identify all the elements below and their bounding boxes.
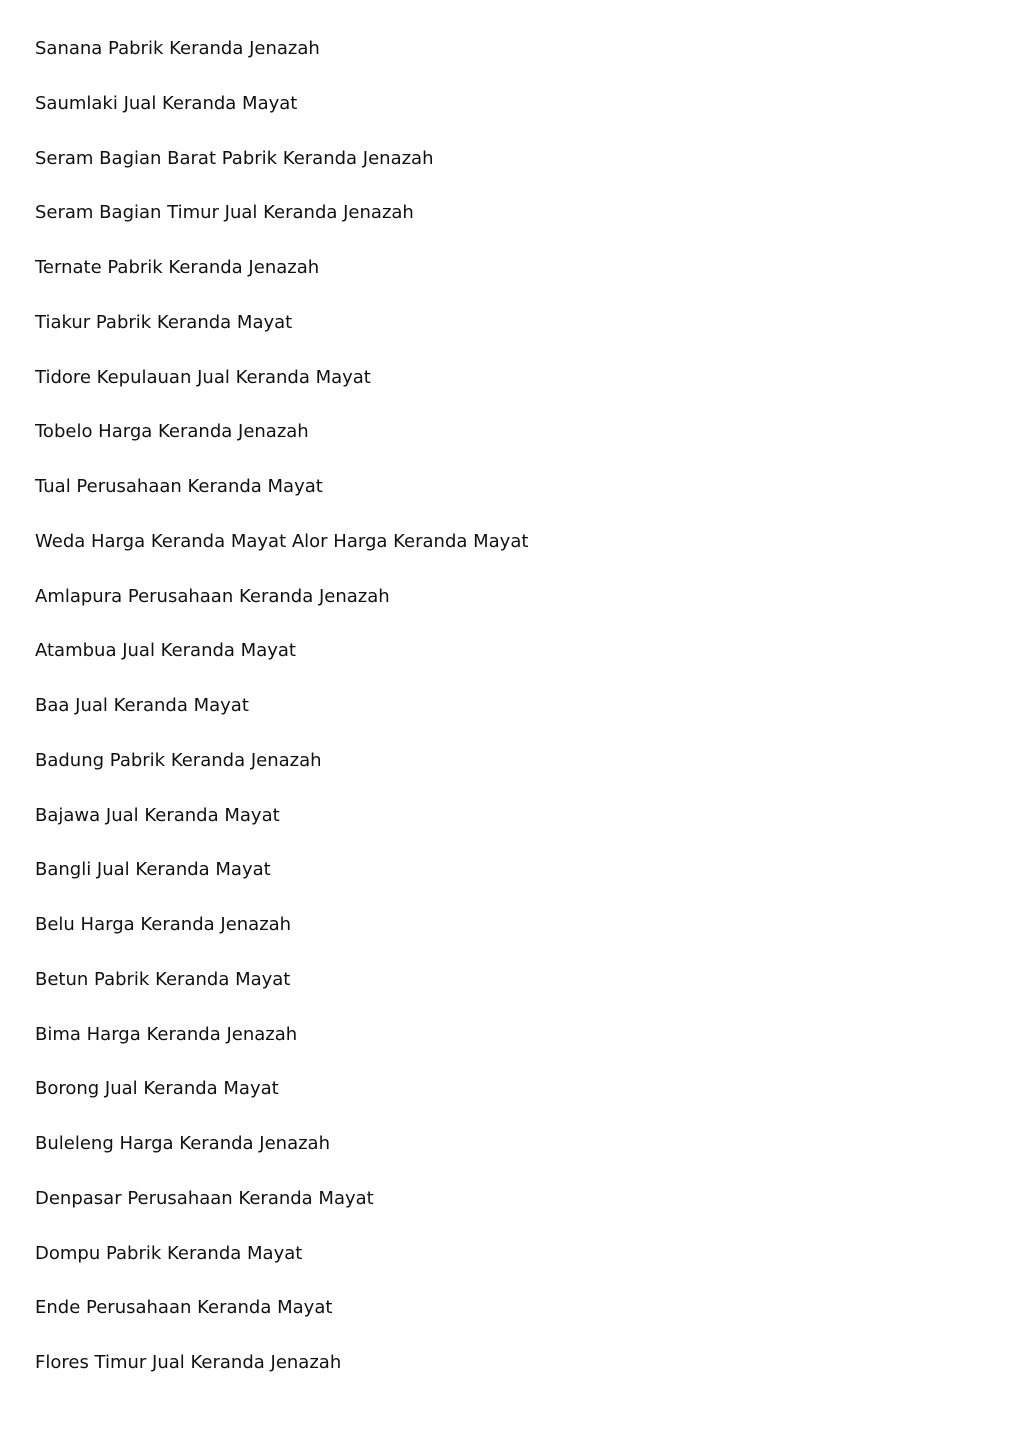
text-line: Seram Bagian Timur Jual Keranda Jenazah <box>35 202 414 224</box>
text-line: Belu Harga Keranda Jenazah <box>35 914 292 935</box>
text-line: Atambua Jual Keranda Mayat <box>35 640 296 662</box>
text-line: Sanana Pabrik Keranda Jenazah <box>35 38 320 59</box>
text-line: Tual Perusahaan Keranda Mayat <box>35 476 323 497</box>
text-line: Saumlaki Jual Keranda Mayat <box>35 92 298 114</box>
text-line: Badung Pabrik Keranda Jenazah <box>35 749 322 771</box>
text-line: Amlapura Perusahaan Keranda Jenazah <box>35 585 390 607</box>
text-line: Betun Pabrik Keranda Mayat <box>35 968 291 990</box>
text-line: Bima Harga Keranda Jenazah <box>35 1023 298 1045</box>
text-line: Denpasar Perusahaan Keranda Mayat <box>35 1187 374 1209</box>
text-line: Borong Jual Keranda Mayat <box>35 1078 279 1100</box>
text-line: Weda Harga Keranda Mayat Alor Harga Keranda Mayat <box>35 530 529 552</box>
text-line: Tobelo Harga Keranda Jenazah <box>35 421 309 443</box>
text-line: Buleleng Harga Keranda Jenazah <box>35 1133 330 1154</box>
text-line: Ende Perusahaan Keranda Mayat <box>35 1297 333 1319</box>
text-line: Tidore Kepulauan Jual Keranda Mayat <box>35 366 371 388</box>
text-line: Dompu Pabrik Keranda Mayat <box>35 1242 303 1264</box>
text-line: Tiakur Pabrik Keranda Mayat <box>35 311 293 333</box>
text-line: Bajawa Jual Keranda Mayat <box>35 804 280 826</box>
text-line: Ternate Pabrik Keranda Jenazah <box>35 257 320 278</box>
text-line: Bangli Jual Keranda Mayat <box>35 859 271 881</box>
text-line: Seram Bagian Barat Pabrik Keranda Jenazah <box>35 147 434 169</box>
text-line: Flores Timur Jual Keranda Jenazah <box>35 1352 342 1373</box>
text-line: Baa Jual Keranda Mayat <box>35 695 249 716</box>
